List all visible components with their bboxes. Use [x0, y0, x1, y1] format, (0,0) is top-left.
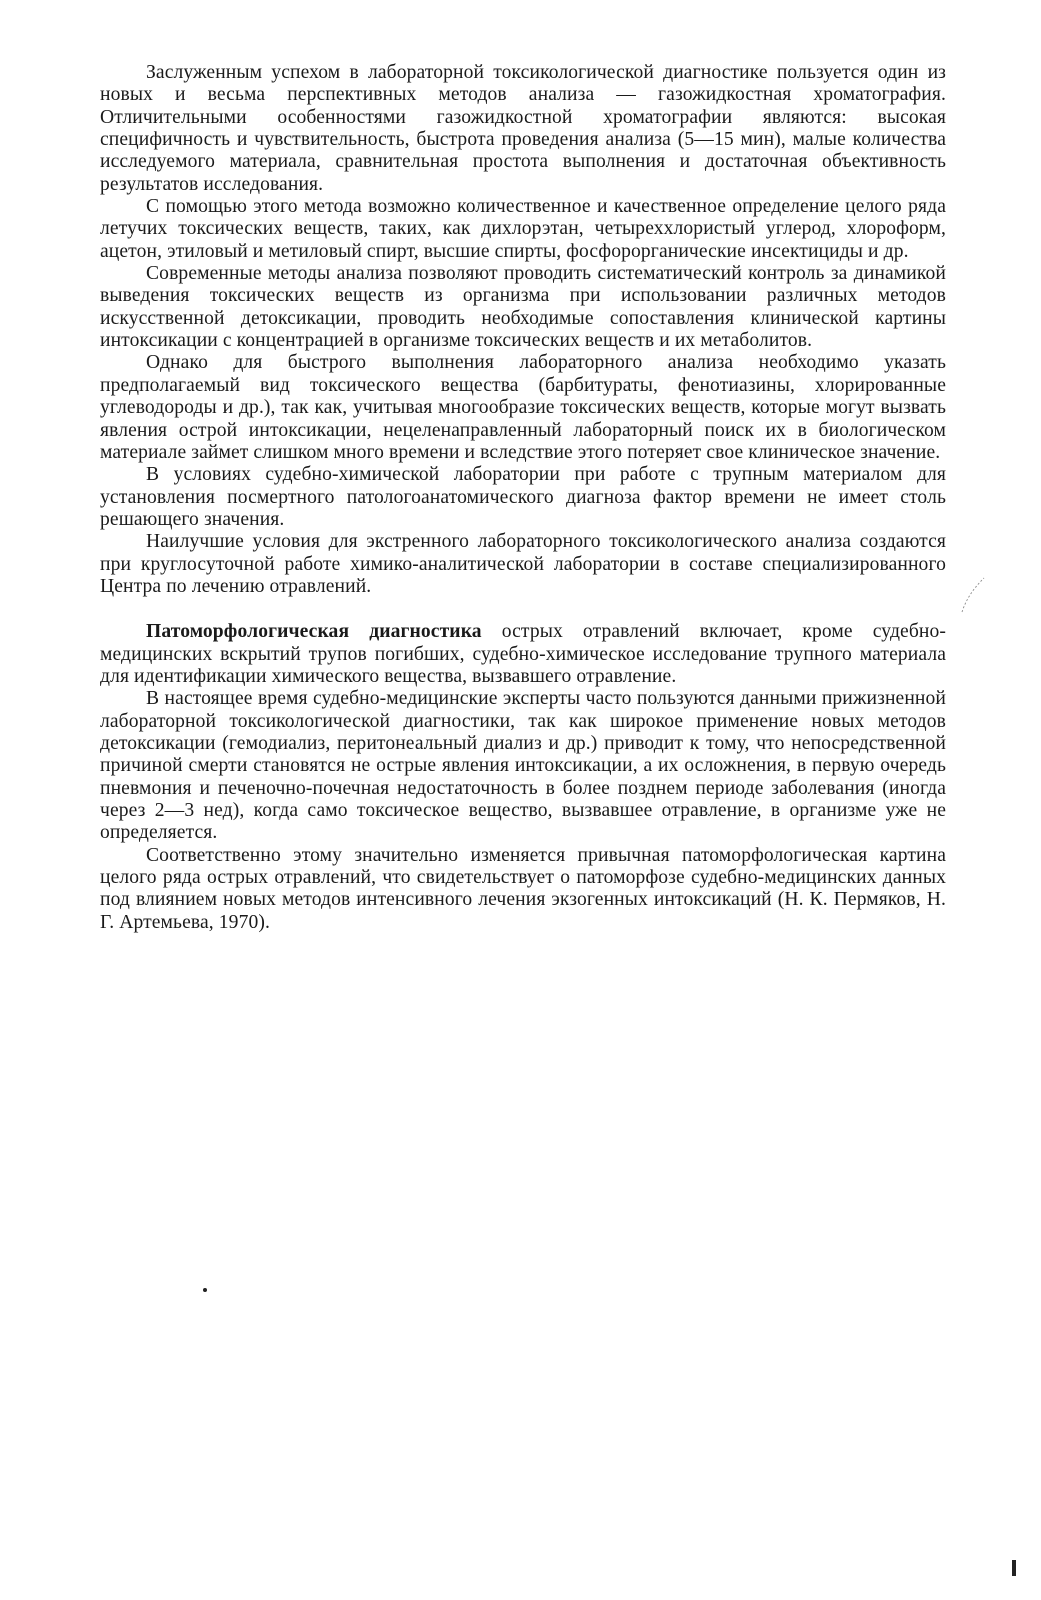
paragraph-best-conditions: Наилучшие условия для экстренного лабораторного токсикологического анализа создаются при круглосуточной работе химико-аналитической лаборатории в составе специализированного Центра по лечению отравлений. — [100, 531, 946, 597]
paragraph-forensic-chemistry: В условиях судебно-химической лаборатории при работе с трупным материалом для установления посмертного патологоанатомического диагноза фактор времени не имеет столь решающего значения. — [100, 464, 946, 530]
corner-ink-mark — [1012, 1560, 1016, 1576]
paragraph-pathomorphological-diagnostics — [100, 621, 946, 688]
run-in-lead-text: острых отравлений включает, кроме судебно-медицинских вскрытий трупов погибших, судебно-химическое исследование трупного материала для идентификации химического вещества, вызвавшего отравление. — [100, 621, 946, 687]
paragraph-forensic-experts: В настоящее время судебно-медицинские эксперты часто пользуются данными прижизненной лабораторной токсикологической диагностики, так как широкое применение новых методов детоксикации (гемодиализ, перитонеальный диализ и др.) приводит к тому, что непосредственной причиной смерти становятся не острые явления интоксикации, а их осложнения, в первую очередь пневмония и печеночно-почечная недостаточность в более позднем периоде заболевания (иногда через 2—3 нед), когда само токсическое вещество, вызвавшее отравление, в организме уже не определяется. — [100, 688, 946, 844]
run-in-heading: Патоморфологическая диагностика — [146, 621, 482, 643]
ink-speck — [203, 1288, 207, 1292]
paragraph-modern-methods: Современные методы анализа позволяют проводить систематический контроль за динамикой выведения токсических веществ из организма при использовании различных методов искусственной детоксикации, проводить необходимые сопоставления клинической картины интоксикации с концентрацией в организме токсических веществ и их метаболитов. — [100, 263, 946, 352]
paragraph-rapid-analysis: Однако для быстрого выполнения лабораторного анализа необходимо указать предполагаемый вид токсического вещества (барбитураты, фенотиазины, хлорированные углеводороды и др.), так как, учитывая многообразие токсических веществ, которые могут вызвать явления острой интоксикации, нецеленаправленный лабораторный поиск их в биологическом материале займет слишком много времени и вследствие этого потеряет свое клиническое значение. — [100, 352, 946, 463]
body-text — [100, 62, 946, 934]
paragraph-volatile-substances: С помощью этого метода возможно количественное и качественное определение целого ряда летучих токсических веществ, таких, как дихлорэтан, четыреххлористый углерод, хлороформ, ацетон, этиловый и метиловый спирт, высшие спирты, фосфорорганические инсектициды и др. — [100, 196, 946, 262]
section-spacer — [100, 598, 946, 621]
pencil-mark — [960, 574, 986, 614]
paragraph-pathomorphosis: Соответственно этому значительно изменяется привычная патоморфологическая картина целого ряда острых отравлений, что свидетельствует о патоморфозе судебно-медицинских данных под влиянием новых методов интенсивного лечения экзогенных интоксикаций (Н. К. Пермяков, Н. Г. Артемьева, 1970). — [100, 844, 946, 933]
paragraph-gas-chromatography: Заслуженным успехом в лабораторной токсикологической диагностике пользуется один из новых и весьма перспективных методов анализа — газожидкостная хроматография. Отличительными особенностями газожидкостной хроматографии являются: высокая специфичность и чувствительность, быстрота проведения анализа (5—15 мин), малые количества исследуемого материала, сравнительная простота выполнения и достаточная объективность результатов исследования. — [100, 62, 946, 195]
